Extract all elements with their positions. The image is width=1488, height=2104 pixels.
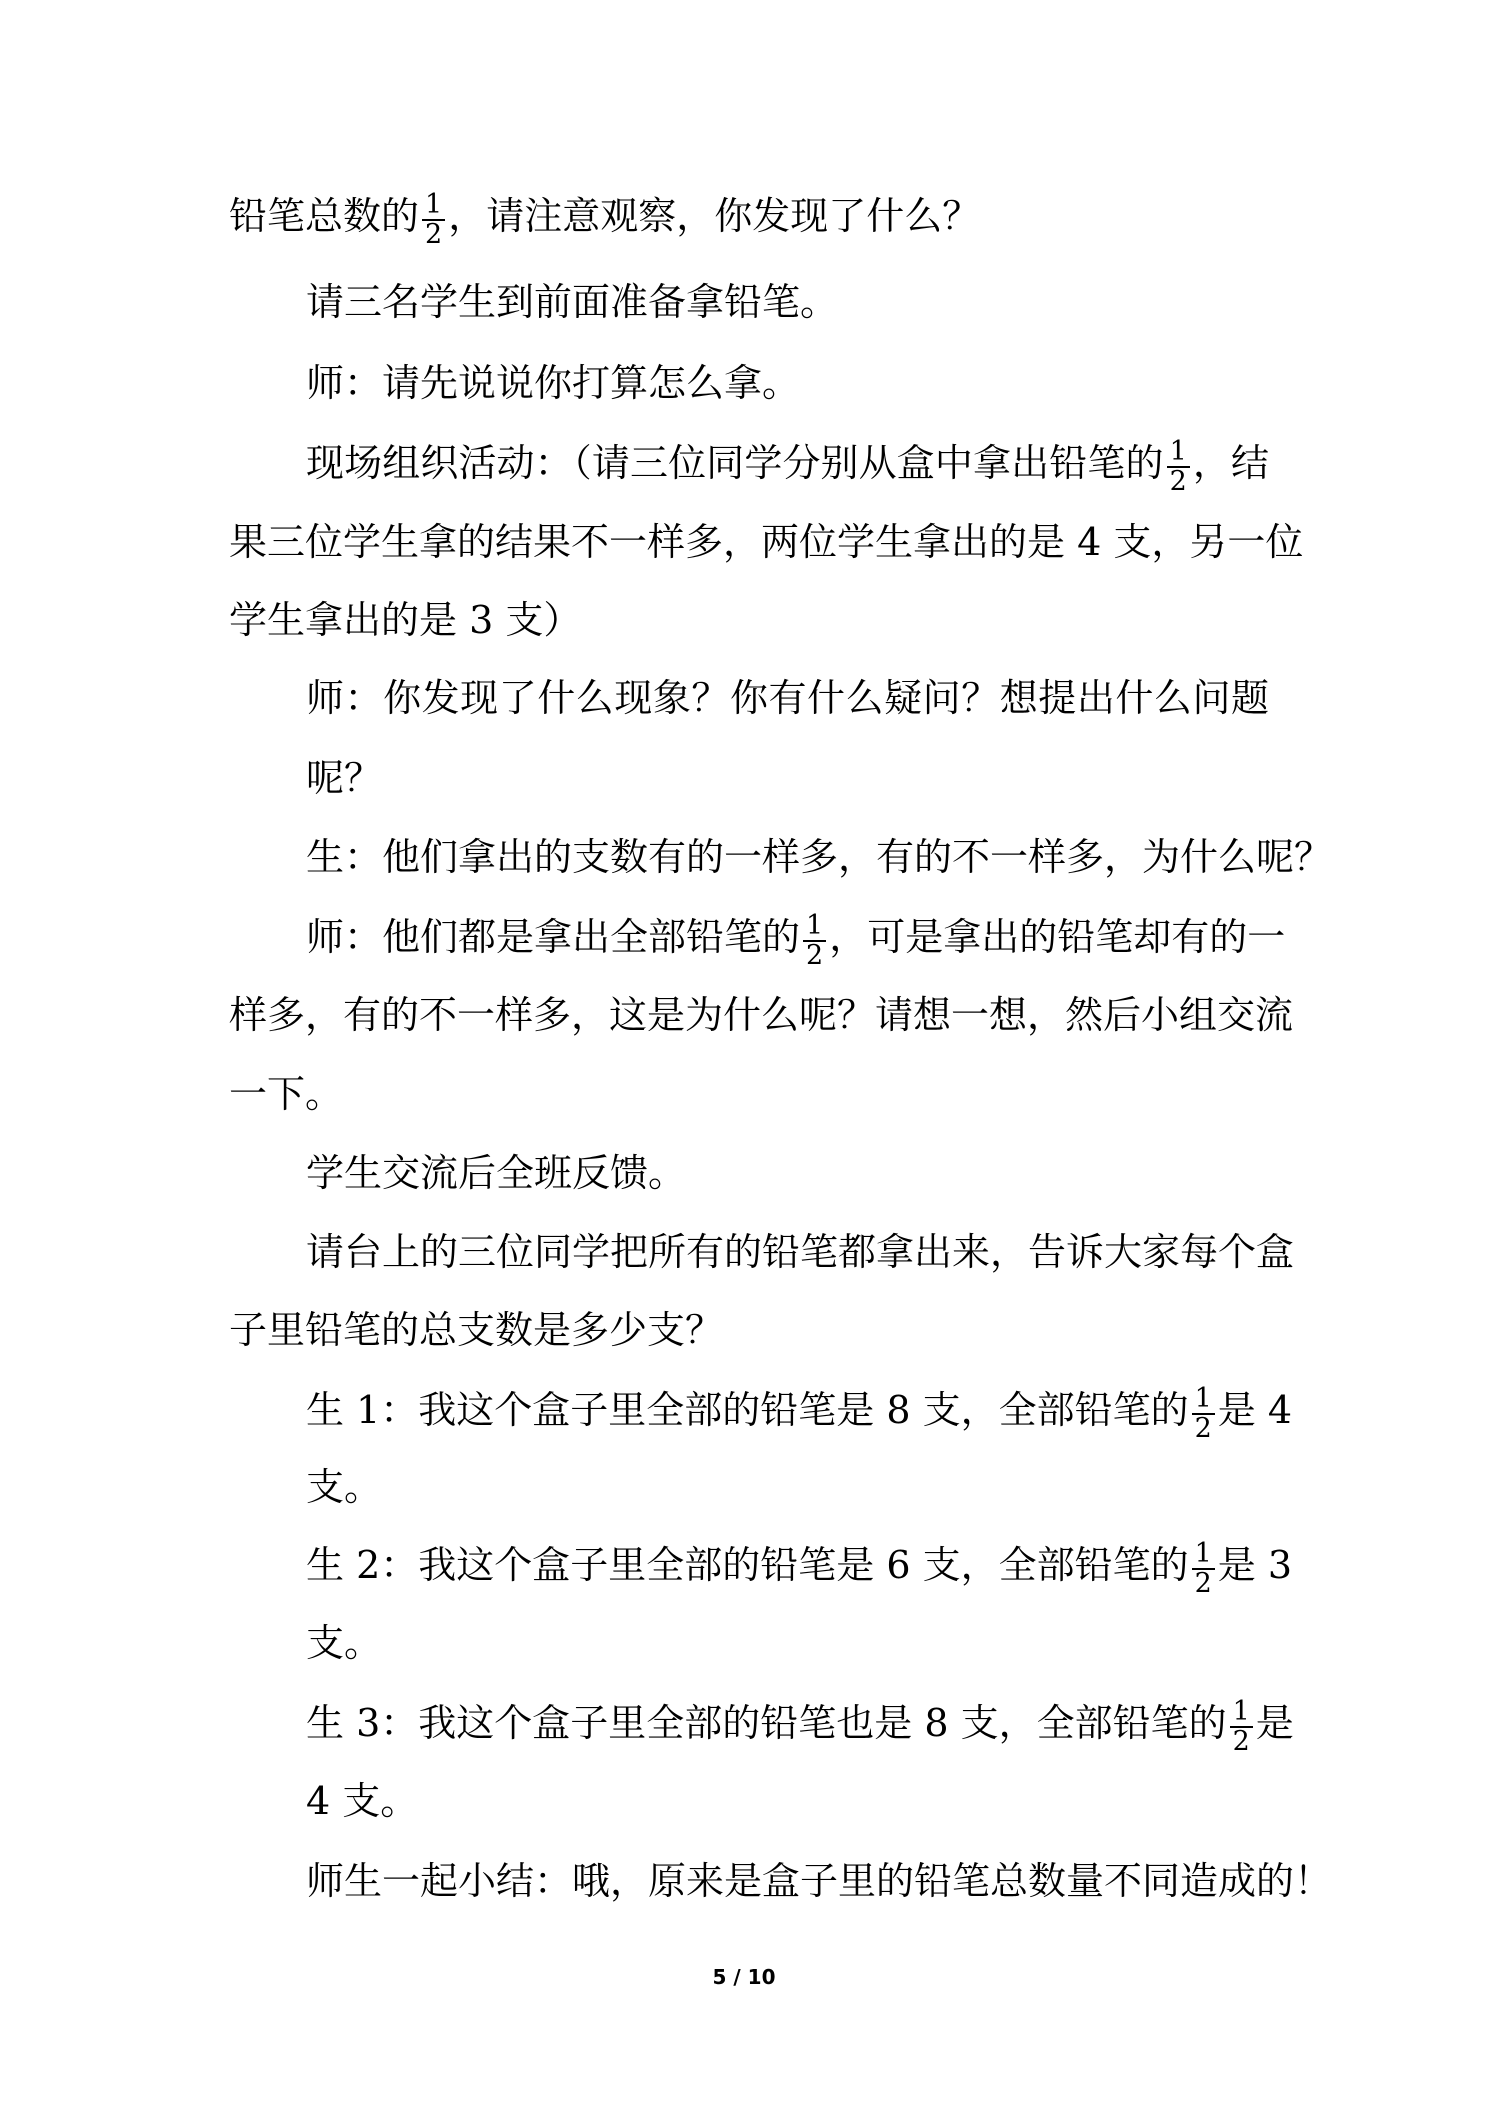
fraction-one-half — [422, 188, 445, 250]
fraction-denominator: 2 — [1194, 1412, 1212, 1444]
text-segment: 学生拿出的是 3 支） — [229, 598, 582, 642]
fraction-one-half — [1192, 1382, 1215, 1444]
text-segment: 4 支。 — [306, 1779, 419, 1823]
text-line-3 — [306, 353, 1269, 413]
text-segment: 师：他们都是拿出全部铅笔的 — [306, 915, 801, 959]
text-line-15 — [229, 1300, 1269, 1360]
text-segment: 生 3：我这个盒子里全部的铅笔也是 8 支，全部铅笔的 — [306, 1701, 1227, 1745]
fraction-numerator: 1 — [1167, 438, 1190, 468]
text-segment: 样多，有的不一样多，这是为什么呢？请想一想，然后小组交流 — [229, 993, 1294, 1037]
text-line-7 — [306, 668, 1269, 728]
text-segment: 是 3 — [1217, 1543, 1293, 1587]
fraction-numerator: 1 — [1230, 1698, 1253, 1728]
text-line-2 — [306, 272, 1269, 332]
fraction-one-half — [1192, 1537, 1215, 1599]
text-segment: 是 4 — [1217, 1388, 1293, 1432]
text-line-18 — [306, 1535, 1293, 1599]
text-line-1 — [229, 186, 1269, 250]
text-line-11 — [229, 985, 1294, 1045]
text-segment: 生：他们拿出的支数有的一样多，有的不一样多，为什么呢？ — [306, 835, 1333, 879]
text-line-16 — [306, 1380, 1293, 1444]
text-segment: 支。 — [306, 1621, 383, 1665]
text-line-17 — [306, 1457, 1269, 1517]
fraction-denominator: 2 — [806, 939, 824, 971]
fraction-denominator: 2 — [1232, 1725, 1250, 1757]
text-segment: ，请注意观察，你发现了什么？ — [448, 194, 981, 238]
fraction-one-half — [1230, 1695, 1253, 1757]
text-segment: 是 — [1255, 1701, 1294, 1745]
fraction-one-half — [1167, 435, 1190, 497]
text-segment: 师：请先说说你打算怎么拿。 — [306, 361, 801, 405]
text-segment: 果三位学生拿的结果不一样多，两位学生拿出的是 4 支，另一位 — [229, 520, 1304, 564]
text-line-8 — [306, 748, 1269, 808]
fraction-numerator: 1 — [803, 912, 826, 942]
text-segment: 子里铅笔的总支数是多少支？ — [229, 1308, 724, 1352]
text-segment: 现场组织活动：（请三位同学分别从盒中拿出铅笔的 — [306, 441, 1164, 485]
text-segment: 一下。 — [229, 1072, 344, 1116]
text-line-9 — [306, 827, 1333, 887]
text-line-10 — [306, 907, 1286, 971]
text-segment: ，结 — [1192, 441, 1269, 485]
fraction-numerator: 1 — [422, 191, 445, 221]
text-segment: 铅笔总数的 — [229, 194, 420, 238]
text-line-6 — [229, 590, 1269, 650]
text-line-21 — [306, 1771, 1269, 1831]
text-segment: 呢？ — [306, 756, 383, 800]
text-line-20 — [306, 1693, 1294, 1757]
fraction-numerator: 1 — [1192, 1540, 1215, 1570]
fraction-denominator: 2 — [1169, 465, 1187, 497]
fraction-denominator: 2 — [1194, 1567, 1212, 1599]
text-segment: 请台上的三位同学把所有的铅笔都拿出来，告诉大家每个盒 — [306, 1230, 1295, 1274]
fraction-numerator: 1 — [1192, 1385, 1215, 1415]
text-segment: 学生交流后全班反馈。 — [306, 1151, 687, 1195]
text-line-12 — [229, 1064, 1269, 1124]
text-segment: 生 2：我这个盒子里全部的铅笔是 6 支，全部铅笔的 — [306, 1543, 1189, 1587]
text-segment: ，可是拿出的铅笔却有的一 — [829, 915, 1286, 959]
text-line-5 — [229, 512, 1304, 572]
text-segment: 请三名学生到前面准备拿铅笔。 — [306, 280, 839, 324]
text-segment: 支。 — [306, 1465, 383, 1509]
text-line-22 — [306, 1851, 1333, 1911]
text-line-19 — [306, 1613, 1269, 1673]
text-segment: 师：你发现了什么现象？你有什么疑问？想提出什么问题 — [306, 676, 1269, 720]
fraction-denominator: 2 — [425, 218, 443, 250]
fraction-one-half — [803, 909, 826, 971]
text-segment: 师生一起小结：哦，原来是盒子里的铅笔总数量不同造成的！ — [306, 1859, 1333, 1903]
text-segment: 生 1：我这个盒子里全部的铅笔是 8 支，全部铅笔的 — [306, 1388, 1189, 1432]
text-line-4 — [306, 433, 1269, 497]
text-line-14 — [306, 1222, 1295, 1282]
text-line-13 — [306, 1143, 1269, 1203]
page-number: 5 / 10 — [712, 1965, 776, 1989]
